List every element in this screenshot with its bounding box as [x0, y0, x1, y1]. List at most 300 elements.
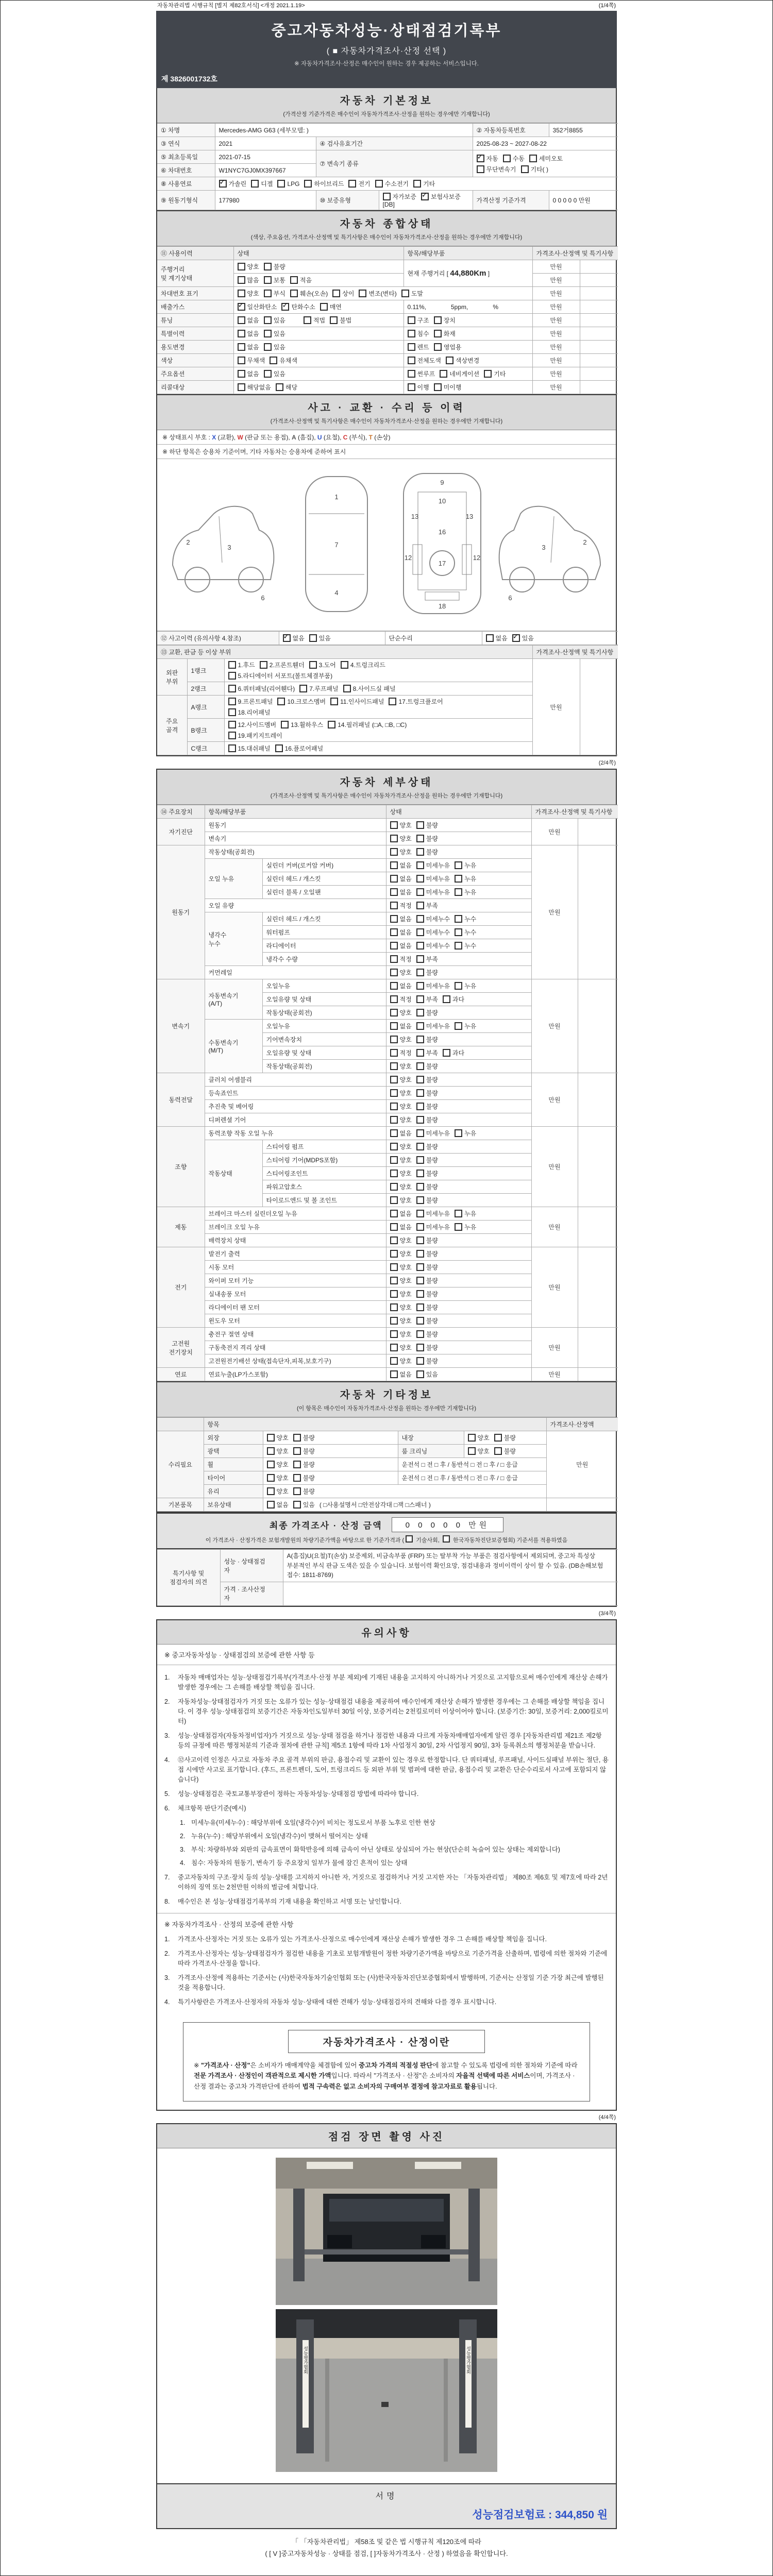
part-number-label: 12 [473, 554, 481, 562]
cell-st [386, 1234, 531, 1247]
checkbox-icon[interactable] [390, 1009, 398, 1016]
lift-post-left [293, 2189, 305, 2281]
table-row [157, 1498, 618, 1512]
checkbox-option [264, 369, 285, 378]
checkbox-icon[interactable] [390, 902, 398, 909]
checkbox-icon[interactable] [434, 343, 442, 351]
checkbox-icon[interactable] [267, 1434, 275, 1442]
notice-text: 성능·상태점검은 국토교통부장관이 정하는 자동차성능·상태점검 방법에 따라야 합니다. [178, 1790, 419, 1798]
checkbox-icon[interactable] [416, 1143, 424, 1150]
checkbox-icon[interactable] [416, 1317, 424, 1325]
checkbox-icon[interactable] [484, 370, 492, 378]
notice-subnumber: 4. [180, 1859, 186, 1867]
checkbox-icon[interactable] [390, 1089, 398, 1097]
notice-item [164, 1897, 609, 1907]
checkbox-icon[interactable] [416, 861, 424, 869]
cell-cat: 동력전달 [157, 1073, 205, 1127]
checkbox-icon[interactable] [408, 370, 415, 378]
checkbox-icon[interactable] [348, 180, 356, 188]
checkbox-icon[interactable] [309, 634, 317, 642]
checkbox-icon[interactable] [293, 1434, 301, 1442]
notice-item [164, 1873, 609, 1892]
checkbox-icon[interactable] [416, 1210, 424, 1217]
checkbox-icon[interactable] [276, 383, 283, 391]
checkbox-icon[interactable] [416, 982, 424, 990]
checkbox-icon[interactable] [293, 1461, 301, 1468]
checkbox-icon[interactable] [390, 821, 398, 829]
checkbox-icon[interactable] [401, 290, 409, 297]
checkbox-icon[interactable] [390, 1022, 398, 1030]
checkbox-icon[interactable] [443, 995, 450, 1003]
checkbox-icon[interactable] [390, 1303, 398, 1311]
checkbox-label: 미세누유 [426, 889, 450, 896]
text-part: ] [486, 270, 490, 277]
checkbox-icon[interactable] [238, 290, 245, 297]
checkbox-icon[interactable] [416, 888, 424, 896]
checkbox-icon[interactable] [275, 744, 283, 752]
checkbox-icon[interactable] [304, 180, 312, 188]
checkbox-icon[interactable] [503, 155, 511, 162]
notice-number: 2. [164, 1698, 170, 1705]
regulation-note: 자동차관리법 시행규칙 [별지 제82호서식] <개정 2021.1.19> [157, 3, 305, 9]
checkbox-icon[interactable] [434, 316, 442, 324]
checkbox-icon[interactable] [390, 1129, 398, 1137]
checkbox-icon[interactable] [416, 1277, 424, 1284]
checkbox-option [238, 356, 265, 365]
checkbox-label: 불량 [303, 1434, 315, 1442]
checkbox-checked-icon[interactable] [219, 180, 227, 188]
checkbox-icon[interactable] [416, 1062, 424, 1070]
checkbox-icon[interactable] [416, 1049, 424, 1057]
checkbox-option [281, 720, 323, 729]
checkbox-icon[interactable] [238, 370, 245, 378]
checkbox-icon[interactable] [416, 1036, 424, 1043]
checkbox-icon[interactable] [383, 193, 391, 200]
checkbox-icon[interactable] [251, 180, 259, 188]
checkbox-icon[interactable] [416, 1129, 424, 1137]
checkbox-icon[interactable] [267, 1501, 275, 1509]
checkbox-icon[interactable] [390, 1036, 398, 1043]
checkbox-icon[interactable] [390, 1370, 398, 1378]
checkbox-icon[interactable] [416, 1344, 424, 1351]
cell-man: 만원 [532, 327, 580, 341]
checkbox-label: 양호 [247, 263, 259, 270]
checkbox-icon[interactable] [390, 1143, 398, 1150]
checkbox-option [416, 1129, 450, 1138]
checkbox-option [455, 914, 476, 923]
checkbox-icon[interactable] [390, 928, 398, 936]
checkbox-icon[interactable] [416, 1009, 424, 1016]
cell-lbl: 주행거리 및 계기상태 [157, 260, 233, 287]
cell-cb [404, 314, 532, 327]
checkbox-icon[interactable] [277, 180, 285, 188]
checkbox-icon[interactable] [416, 1303, 424, 1311]
checkbox-icon[interactable] [390, 848, 398, 856]
checkbox-label: 부족 [426, 956, 438, 963]
checkbox-option [390, 1062, 412, 1071]
checkbox-icon[interactable] [390, 915, 398, 923]
checkbox-icon[interactable] [416, 942, 424, 950]
checkbox-icon[interactable] [408, 316, 415, 324]
cell-item: 오일유량 및 상태 [262, 1046, 386, 1060]
cell-val: 2021-07-15 [215, 150, 316, 164]
table-row [157, 1368, 618, 1381]
checkbox-option [348, 179, 370, 188]
checkbox-icon[interactable] [264, 343, 272, 351]
checkbox-option [416, 981, 450, 990]
checkbox-label: 불량 [426, 1090, 438, 1097]
cell-st [386, 1354, 531, 1368]
checkbox-icon[interactable] [238, 276, 245, 284]
cell-cb [263, 1471, 398, 1485]
checkbox-icon[interactable] [390, 835, 398, 842]
notice-number: 3. [164, 1974, 170, 1981]
checkbox-label: 없음 [292, 635, 305, 642]
checkbox-icon[interactable] [264, 330, 272, 337]
checkbox-option [443, 1048, 464, 1057]
checkbox-icon[interactable] [304, 316, 311, 324]
checkbox-option [521, 165, 549, 174]
checkbox-icon[interactable] [228, 744, 236, 752]
checkbox-icon[interactable] [264, 370, 272, 378]
checkbox-icon[interactable] [264, 276, 272, 284]
checkbox-icon[interactable] [390, 1357, 398, 1365]
checkbox-icon[interactable] [390, 1049, 398, 1057]
checkbox-icon[interactable] [416, 1089, 424, 1097]
checkbox-option [416, 1075, 438, 1084]
checkbox-option [421, 192, 461, 201]
checkbox-icon[interactable] [267, 1487, 275, 1495]
checkbox-icon[interactable] [290, 276, 298, 284]
checkbox-icon[interactable] [455, 942, 462, 950]
text-part: ※ 상태표시 부호 : [162, 434, 212, 441]
checkbox-after-text: ( □사용설명서 □안전삼각대 □잭 □스패너 ) [319, 1501, 431, 1509]
checkbox-icon[interactable] [416, 1223, 424, 1231]
checkbox-option [390, 1102, 412, 1111]
checkbox-group [390, 1182, 528, 1191]
checkbox-icon[interactable] [390, 1170, 398, 1177]
etc-info-table [157, 1417, 618, 1512]
checkbox-label: 양호 [399, 1116, 412, 1124]
checkbox-icon[interactable] [455, 1022, 462, 1030]
cell-item: 실린더 블록 / 오일팬 [262, 886, 386, 899]
checkbox-label: 상이 [342, 290, 355, 297]
checkbox-group [390, 981, 528, 990]
cell-cb [233, 354, 404, 367]
checkbox-icon[interactable] [443, 1049, 450, 1057]
cell-val: 2021 [215, 137, 316, 150]
checkbox-icon[interactable] [238, 316, 245, 324]
cell-item: 작동상태(공회전) [205, 845, 386, 859]
checkbox-icon[interactable] [455, 915, 462, 923]
checkbox-icon[interactable] [270, 357, 277, 364]
checkbox-icon[interactable] [293, 1501, 301, 1509]
checkbox-icon[interactable] [390, 1263, 398, 1271]
checkbox-icon[interactable] [434, 383, 442, 391]
checkbox-icon[interactable] [455, 875, 462, 883]
cell-bl [578, 1328, 618, 1368]
checkbox-icon[interactable] [408, 343, 415, 351]
checkbox-icon[interactable] [343, 685, 351, 692]
cell-cb [464, 1445, 546, 1458]
checkbox-option [434, 383, 462, 392]
checkbox-icon[interactable] [330, 316, 338, 324]
checkbox-icon[interactable] [390, 1103, 398, 1110]
floor-rail [444, 2359, 448, 2462]
checkbox-icon[interactable] [406, 1535, 413, 1543]
checkbox-icon[interactable] [416, 1263, 424, 1271]
checkbox-icon[interactable] [309, 661, 317, 669]
checkbox-icon[interactable] [390, 942, 398, 950]
checkbox-icon[interactable] [390, 1116, 398, 1124]
checkbox-icon[interactable] [228, 721, 236, 728]
checkbox-icon[interactable] [228, 732, 236, 739]
checkbox-icon[interactable] [228, 698, 236, 705]
checkbox-label: 화재 [443, 330, 456, 337]
cell-bl [580, 274, 618, 287]
checkbox-icon[interactable] [228, 685, 236, 692]
checkbox-icon[interactable] [264, 316, 272, 324]
status-code-legend [157, 430, 616, 445]
checkbox-icon[interactable] [299, 685, 307, 692]
checkbox-icon[interactable] [228, 672, 236, 680]
checkbox-icon[interactable] [390, 995, 398, 1003]
checkbox-icon[interactable] [390, 1290, 398, 1298]
cell-hc: 상태 [233, 247, 404, 260]
checkbox-icon[interactable] [293, 1487, 301, 1495]
checkbox-icon[interactable] [390, 1210, 398, 1217]
cell-item: 라디에이터 팬 모터 [205, 1301, 386, 1314]
section-title: 사고 · 교환 · 수리 등 이력 [308, 402, 465, 414]
checkbox-icon[interactable] [455, 861, 462, 869]
checkbox-icon[interactable] [455, 1210, 462, 1217]
checkbox-icon[interactable] [416, 1236, 424, 1244]
checkbox-icon[interactable] [434, 330, 442, 337]
checkbox-icon[interactable] [264, 290, 272, 297]
checkbox-icon[interactable] [521, 165, 529, 173]
checkbox-icon[interactable] [416, 915, 424, 923]
checkbox-icon[interactable] [390, 1223, 398, 1231]
checkbox-label: 기타( ) [530, 165, 549, 173]
checkbox-icon[interactable] [486, 634, 494, 642]
checkbox-icon[interactable] [390, 982, 398, 990]
checkbox-icon[interactable] [390, 1344, 398, 1351]
checkbox-icon[interactable] [416, 821, 424, 829]
checkbox-icon[interactable] [238, 357, 245, 364]
checkbox-icon[interactable] [455, 928, 462, 936]
checkbox-icon[interactable] [228, 661, 236, 669]
cell-bl [580, 300, 618, 314]
checkbox-icon[interactable] [390, 1183, 398, 1191]
cell-item: 스티어링조인트 [262, 1167, 386, 1180]
checkbox-icon[interactable] [416, 995, 424, 1003]
notice-subtext: 누유(누수) : 해당부위에서 오일(냉각수)이 맺혀서 떨어지는 상태 [191, 1832, 368, 1840]
checkbox-option [484, 369, 506, 378]
checkbox-icon[interactable] [416, 875, 424, 883]
checkbox-checked-icon[interactable] [421, 193, 429, 200]
checkbox-label: 8.사이드실 패널 [352, 685, 396, 692]
notice-item [164, 1789, 609, 1799]
checkbox-icon[interactable] [390, 1317, 398, 1325]
checkbox-icon[interactable] [281, 721, 289, 728]
checkbox-icon[interactable] [390, 861, 398, 869]
table-row [157, 287, 618, 300]
checkbox-icon[interactable] [332, 290, 340, 297]
checkbox-option [390, 981, 412, 990]
side-member [413, 545, 422, 574]
checkbox-icon[interactable] [416, 1116, 424, 1124]
checkbox-icon[interactable] [390, 1156, 398, 1164]
checkbox-icon[interactable] [328, 721, 335, 728]
checkbox-icon[interactable] [477, 165, 484, 173]
checkbox-icon[interactable] [390, 969, 398, 976]
checkbox-icon[interactable] [293, 1447, 301, 1455]
checkbox-icon[interactable] [416, 1370, 424, 1378]
checkbox-icon[interactable] [416, 848, 424, 856]
checkbox-icon[interactable] [494, 1434, 502, 1442]
table-row [157, 314, 618, 327]
checkbox-label: 기타 [494, 370, 506, 378]
checkbox-icon[interactable] [375, 180, 383, 188]
checkbox-icon[interactable] [277, 698, 285, 705]
checkbox-icon[interactable] [455, 1223, 462, 1231]
cell-item: 와이퍼 모터 기능 [205, 1274, 386, 1287]
checkbox-icon[interactable] [320, 303, 328, 311]
checkbox-label: 기타 [423, 180, 435, 188]
checkbox-label: 양호 [399, 1143, 412, 1150]
checkbox-icon[interactable] [408, 357, 415, 364]
checkbox-icon[interactable] [468, 1434, 476, 1442]
checkbox-icon[interactable] [238, 330, 245, 337]
checkbox-icon[interactable] [267, 1474, 275, 1482]
cell-cb [215, 177, 618, 191]
checkbox-icon[interactable] [455, 888, 462, 896]
checkbox-icon[interactable] [390, 875, 398, 883]
cell-st [386, 832, 531, 845]
checkbox-icon[interactable] [390, 955, 398, 963]
checkbox-icon[interactable] [416, 1330, 424, 1338]
cell-cb [233, 287, 532, 300]
checkbox-icon[interactable] [359, 290, 366, 297]
checkbox-icon[interactable] [443, 1535, 450, 1543]
checkbox-checked-icon[interactable] [512, 634, 520, 642]
checkbox-icon[interactable] [264, 263, 272, 270]
checkbox-icon[interactable] [408, 383, 415, 391]
notice-text: 체크항목 판단기준(예시) [178, 1804, 246, 1812]
checkbox-label: 미세누유 [426, 1210, 450, 1217]
cell-item: 등속죠인트 [205, 1087, 386, 1100]
checkbox-checked-icon[interactable] [238, 303, 245, 311]
checkbox-label: 미세누유 [426, 982, 450, 990]
checkbox-label: 훼손(오손) [299, 290, 328, 297]
checkbox-icon[interactable] [416, 1103, 424, 1110]
checkbox-checked-icon[interactable] [477, 155, 484, 162]
checkbox-icon[interactable] [416, 1357, 424, 1365]
checkbox-icon[interactable] [416, 1076, 424, 1083]
checkbox-label: 양호 [399, 1076, 412, 1083]
checkbox-icon[interactable] [390, 1330, 398, 1338]
checkbox-icon[interactable] [416, 1196, 424, 1204]
side-member [462, 545, 472, 574]
checkbox-icon[interactable] [416, 928, 424, 936]
checkbox-icon[interactable] [446, 357, 453, 364]
checkbox-icon[interactable] [228, 708, 236, 716]
checkbox-icon[interactable] [408, 330, 415, 337]
cell-item: 냉각수 수량 [262, 953, 386, 966]
checkbox-icon[interactable] [389, 698, 396, 705]
checkbox-icon[interactable] [390, 1236, 398, 1244]
checkbox-label: 13.휠하우스 [291, 721, 324, 728]
checkbox-icon[interactable] [455, 982, 462, 990]
cell-sub: 냉각수 누수 [205, 912, 262, 966]
checkbox-icon[interactable] [238, 343, 245, 351]
checkbox-icon[interactable] [390, 1076, 398, 1083]
section-title: 자동차 세부상태 [340, 777, 433, 788]
checkbox-icon[interactable] [413, 180, 421, 188]
checkbox-icon[interactable] [468, 1447, 476, 1455]
cell-bl [580, 287, 618, 300]
checkbox-icon[interactable] [330, 698, 338, 705]
checkbox-icon[interactable] [416, 969, 424, 976]
checkbox-icon[interactable] [238, 383, 245, 391]
checkbox-checked-icon[interactable] [283, 634, 291, 642]
checkbox-icon[interactable] [267, 1447, 275, 1455]
part-number-label: 13 [411, 513, 419, 520]
photos-header [157, 2124, 616, 2148]
checkbox-icon[interactable] [440, 370, 447, 378]
cell-cb [224, 696, 532, 719]
checkbox-icon[interactable] [494, 1447, 502, 1455]
checkbox-icon[interactable] [529, 155, 537, 162]
checkbox-label: 누유 [464, 1210, 477, 1217]
checkbox-icon[interactable] [416, 835, 424, 842]
checkbox-icon[interactable] [390, 888, 398, 896]
cell-cat: 전기 [157, 1247, 205, 1328]
checkbox-icon[interactable] [416, 902, 424, 909]
checkbox-icon[interactable] [416, 1022, 424, 1030]
checkbox-icon[interactable] [293, 1474, 301, 1482]
checkbox-group [238, 276, 400, 284]
checkbox-icon[interactable] [390, 1250, 398, 1258]
checkbox-icon[interactable] [390, 1277, 398, 1284]
checkbox-icon[interactable] [390, 1062, 398, 1070]
checkbox-icon[interactable] [341, 661, 348, 669]
text-part: 이 가격조사 · 산정가격은 보험개발원의 차량기준가액을 바탕으로 한 기준가격과 ( [205, 1537, 405, 1544]
cell-hc: ⑪ 사용이력 [157, 247, 233, 260]
cell-st [386, 886, 531, 899]
cell-lbl: ⑥ 차대번호 [157, 164, 215, 177]
checkbox-icon[interactable] [238, 263, 245, 270]
checkbox-icon[interactable] [390, 1196, 398, 1204]
checkbox-icon[interactable] [290, 290, 298, 297]
checkbox-icon[interactable] [260, 661, 267, 669]
checkbox-icon[interactable] [416, 1170, 424, 1177]
checkbox-icon[interactable] [416, 1156, 424, 1164]
checkbox-group [238, 329, 400, 338]
checkbox-icon[interactable] [416, 1290, 424, 1298]
checkbox-icon[interactable] [416, 1183, 424, 1191]
checkbox-checked-icon[interactable] [281, 303, 289, 311]
checkbox-icon[interactable] [416, 1250, 424, 1258]
notice-number: 8. [164, 1897, 170, 1905]
checkbox-icon[interactable] [267, 1461, 275, 1468]
cell-val: 운전석 □ 전 □ 후 / 동반석 □ 전 □ 후 / □ 응급 [398, 1458, 546, 1471]
checkbox-icon[interactable] [455, 1129, 462, 1137]
checkbox-option [416, 1357, 438, 1365]
cell-lbl: 타이어 [204, 1471, 263, 1485]
final-price-row [162, 1517, 611, 1532]
checkbox-icon[interactable] [416, 955, 424, 963]
